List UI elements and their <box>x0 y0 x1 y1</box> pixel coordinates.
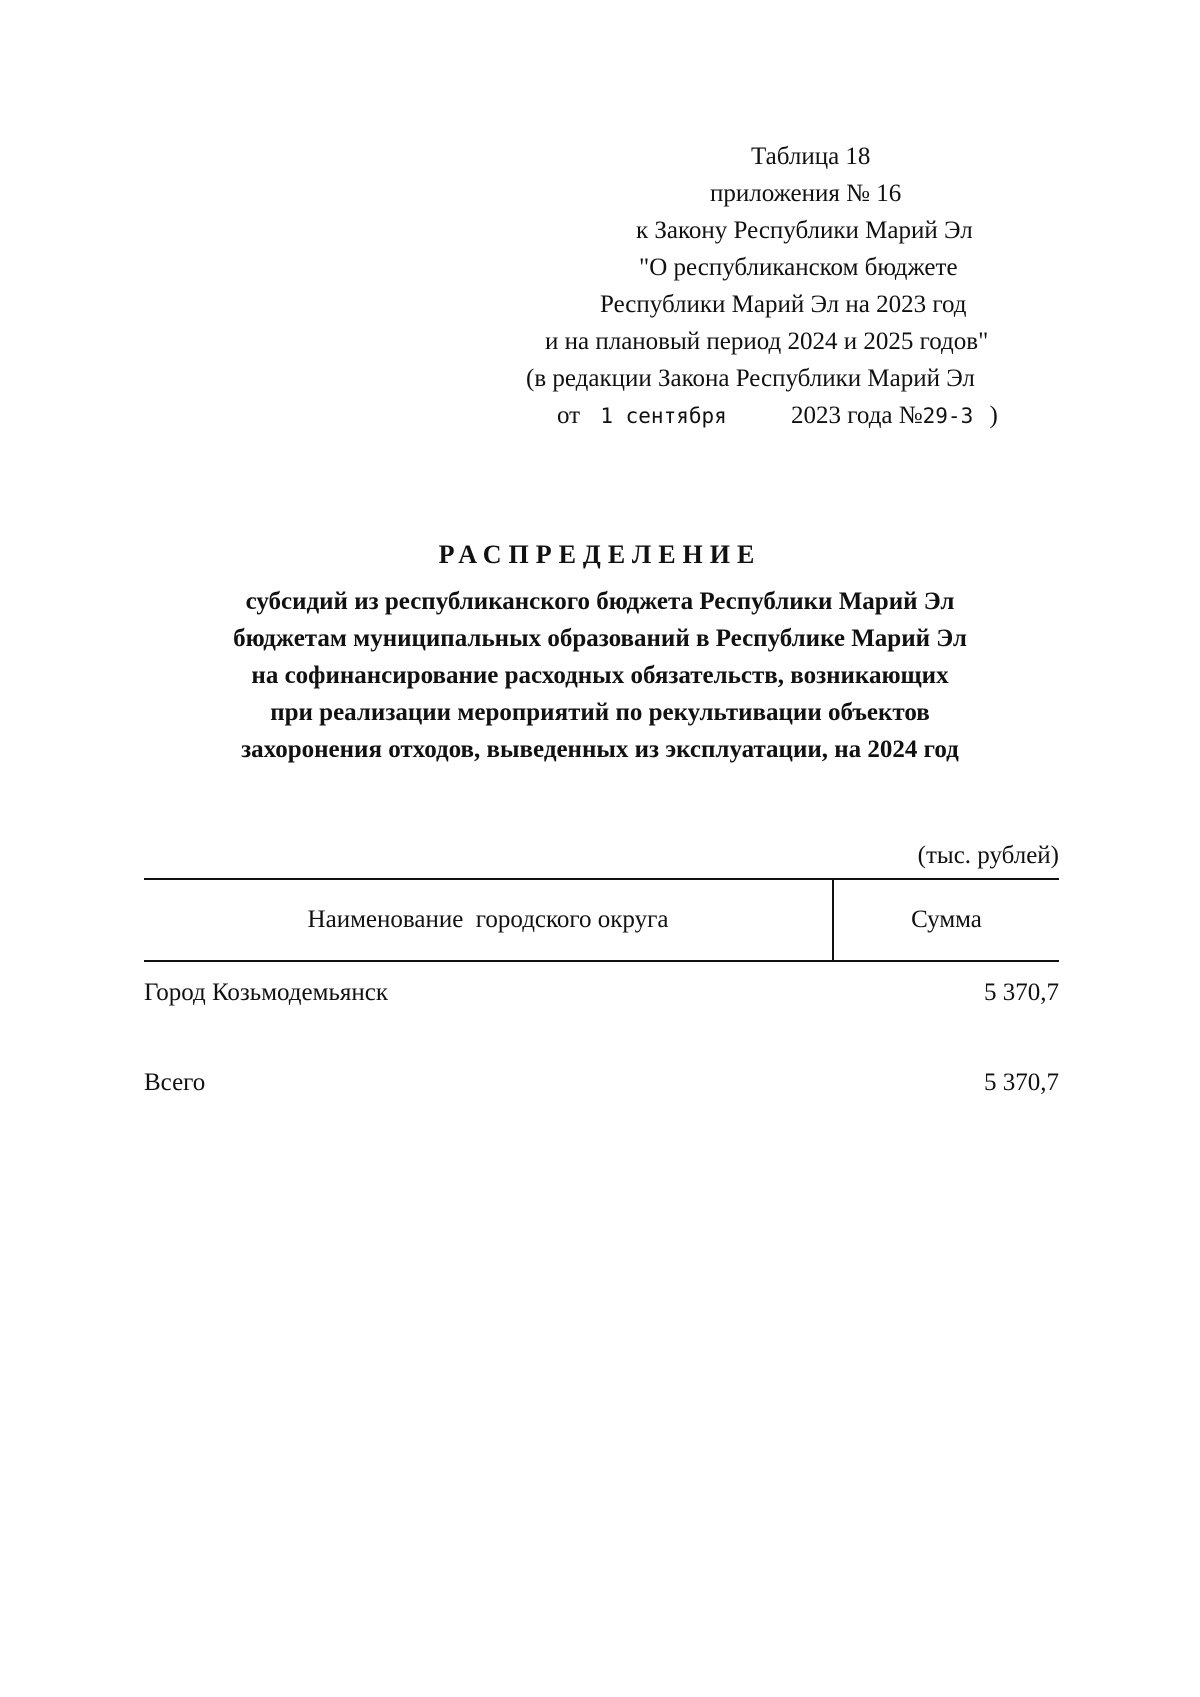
units-label: (тыс. рублей) <box>917 842 1059 869</box>
row-name: Город Козьмодемьянск <box>144 979 388 1006</box>
table-row-total <box>144 1069 1059 1097</box>
row-sum: 5 370,7 <box>984 1069 1059 1096</box>
law-title-line-2: Республики Марий Эл на 2023 год <box>600 291 967 318</box>
subtitle-line-3: на софинансирование расходных обязательств, возникающих <box>251 662 949 689</box>
date-suffix: ) <box>989 402 998 429</box>
row-name: Всего <box>144 1069 206 1096</box>
date-year: 2023 года № <box>791 402 923 429</box>
subtitle-line-1: субсидий из республиканского бюджета Республики Марий Эл <box>245 588 955 615</box>
subtitle-line-2: бюджетам муниципальных образований в Республике Марий Эл <box>233 625 967 652</box>
edition-reference: (в редакции Закона Республики Марий Эл <box>526 365 975 392</box>
law-title-line-1: "О республиканском бюджете <box>639 254 958 281</box>
row-sum: 5 370,7 <box>984 979 1059 1006</box>
date-prefix: от <box>557 402 581 429</box>
edition-date-line <box>557 397 998 435</box>
law-reference: к Закону Республики Марий Эл <box>636 217 973 244</box>
table-row <box>144 979 1059 1007</box>
column-header-name: Наименование городского округа <box>144 880 834 960</box>
document-subtitle <box>0 583 1200 768</box>
appendix-number: приложения № 16 <box>710 180 902 207</box>
table-number: Таблица 18 <box>751 143 871 170</box>
subtitle-line-4: при реализации мероприятий по рекультивации объектов <box>270 699 930 726</box>
subtitle-line-5: захоронения отходов, выведенных из эксплуатации, на 2024 год <box>241 736 959 763</box>
distribution-table <box>144 878 1059 1096</box>
table-header <box>144 878 1059 962</box>
stamp-number: 29-З <box>922 404 974 428</box>
document-title: РАСПРЕДЕЛЕНИЕ <box>438 540 762 569</box>
stamp-date: 1 сентября <box>600 404 727 428</box>
law-title-line-3: и на плановый период 2024 и 2025 годов" <box>545 328 989 355</box>
column-header-sum: Сумма <box>911 906 982 933</box>
